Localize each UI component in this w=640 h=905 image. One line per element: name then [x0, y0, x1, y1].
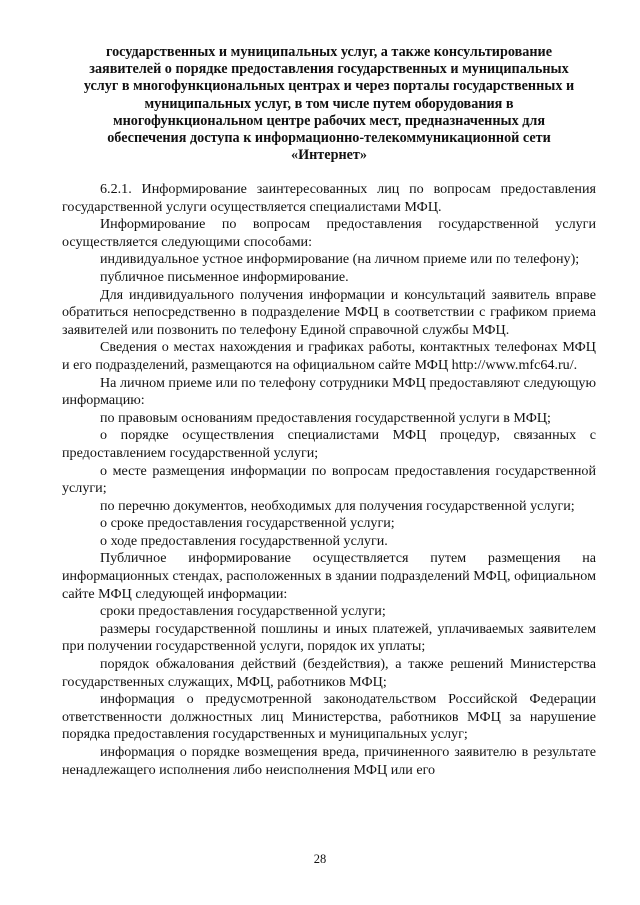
paragraph: о сроке предоставления государственной услуги; [100, 515, 395, 532]
paragraph: о месте размещения информации по вопросам предоставления государственной услуги; [62, 462, 596, 497]
paragraph: о ходе предоставления государственной услуги. [100, 532, 388, 549]
paragraph: публичное письменное информирование. [100, 268, 349, 285]
paragraph: информация о предусмотренной законодательством Российской Федерации ответственности должностных лиц Министерства, работников МФЦ за нарушение порядка предоставления государственных и муниципальных услуг; [62, 691, 596, 743]
heading-line: «Интернет» [291, 147, 367, 164]
heading-line: многофункциональном центре рабочих мест, предназначенных для [112, 112, 546, 129]
paragraph: индивидуальное устное информирование (на личном приеме или по телефону); [100, 251, 580, 268]
paragraph: о порядке осуществления специалистами МФЦ процедур, связанных с предоставлением государственной услуги; [62, 427, 596, 461]
heading-line: заявителей о порядке предоставления государственных и муниципальных [89, 61, 569, 78]
paragraph: 6.2.1. Информирование заинтересованных лиц по вопросам предоставления государственной услуги осуществляется специалистами МФЦ. [62, 181, 596, 215]
paragraph: размеры государственной пошлины и иных платежей, уплачиваемых заявителем при получении государственной услуги, порядок их уплаты; [62, 620, 596, 655]
heading-line: муниципальных услуг, в том числе путем оборудования в [144, 95, 514, 112]
paragraph: Для индивидуального получения информации и консультаций заявитель вправе обратиться непосредственно в подразделение МФЦ в соответствии с графиком приема заявителей или позвонить по телефону Единой справочной службы МФЦ. [62, 286, 596, 338]
heading-line: обеспечения доступа к информационно-телекоммуникационной сети [107, 130, 551, 147]
paragraph: по правовым основаниям предоставления государственной услуги в МФЦ; [100, 409, 551, 426]
section-heading [62, 44, 596, 164]
page-number: 28 [313, 852, 327, 866]
paragraph: порядок обжалования действий (бездействия), а также решений Министерства государственных служащих, МФЦ, работников МФЦ; [62, 656, 596, 690]
paragraph: информация о порядке возмещения вреда, причиненного заявителю в результате ненадлежащего исполнения либо неисполнения МФЦ или его [62, 744, 596, 778]
paragraph: Публичное информирование осуществляется путем размещения на информационных стендах, расположенных в здании подразделений МФЦ, официальном сайте МФЦ следующей информации: [62, 550, 596, 602]
document-body [62, 181, 596, 779]
paragraph: На личном приеме или по телефону сотрудники МФЦ предоставляют следующую информацию: [62, 374, 596, 409]
paragraph: Сведения о местах нахождения и графиках работы, контактных телефонах МФЦ и его подразделений, размещаются на официальном сайте МФЦ http://www.mfc64.ru/. [62, 339, 596, 373]
heading-line: государственных и муниципальных услуг, а также консультирование [105, 44, 552, 60]
paragraph: по перечню документов, необходимых для получения государственной услуги; [100, 497, 575, 514]
paragraph: сроки предоставления государственной услуги; [100, 603, 386, 620]
heading-line: услуг в многофункциональных центрах и через порталы государственных и [83, 78, 575, 95]
paragraph: Информирование по вопросам предоставления государственной услуги осуществляется следующими способами: [62, 216, 596, 250]
